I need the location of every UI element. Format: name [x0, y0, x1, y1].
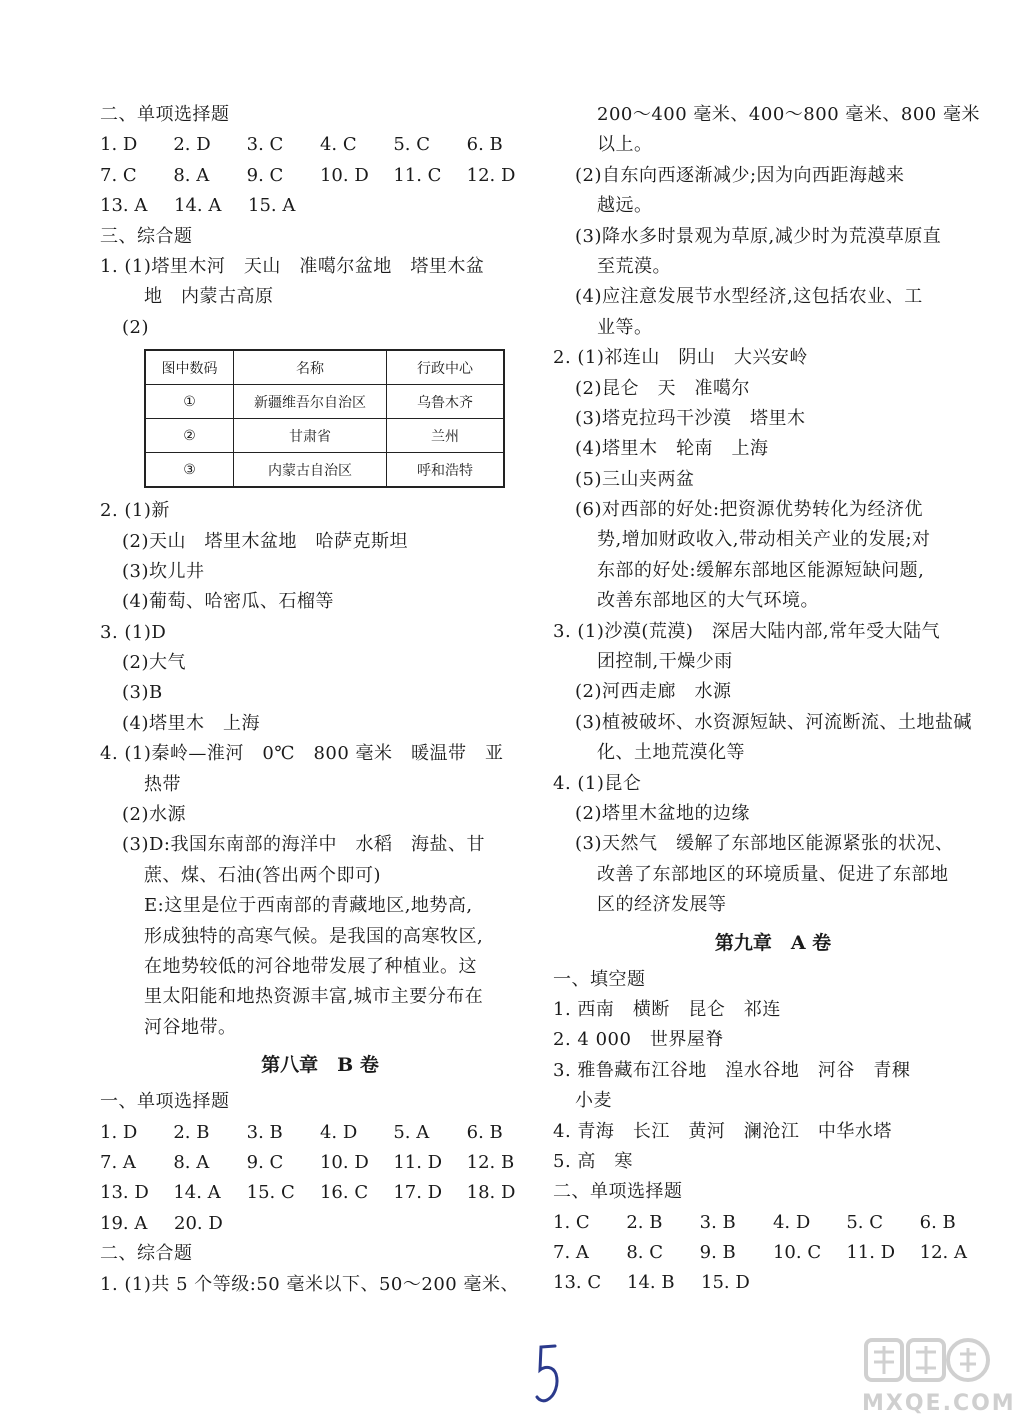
answer-continuation: 东部的好处:缓解东部地区能源短缺问题,: [597, 559, 925, 581]
choice-answer: 1. C: [553, 1211, 590, 1233]
answer-subline: (3)D:我国东南部的海洋中 水稻 海盐、甘: [122, 834, 485, 856]
chapter-title: 第八章 B 卷: [261, 1054, 379, 1077]
choice-answer: 7. C: [100, 164, 137, 186]
table-cell: 乌鲁木齐: [387, 385, 505, 419]
choice-answer: 9. C: [246, 1151, 284, 1173]
choice-answer: 9. B: [699, 1242, 736, 1264]
choice-answer: 8. C: [626, 1242, 663, 1264]
table-cell: ①: [145, 385, 234, 419]
answer-continuation: 改善了东部地区的环境质量、促进了东部地: [597, 863, 949, 885]
answer-continuation: 河谷地带。: [144, 1016, 237, 1038]
choice-answer: 6. B: [919, 1211, 956, 1233]
table-cell: 呼和浩特: [387, 453, 505, 488]
choice-answer: 5. C: [846, 1211, 883, 1233]
answer-subline: (2)大气: [122, 652, 186, 674]
table-cell: 内蒙古自治区: [234, 453, 387, 488]
answer-subline: (2)天山 塔里木盆地 哈萨克斯坦: [122, 530, 408, 552]
table-cell: ③: [145, 453, 234, 488]
choice-answer: 3. C: [246, 134, 284, 156]
choice-answer: 8. A: [173, 164, 210, 186]
table-header-cell: 行政中心: [387, 350, 505, 385]
choice-answer: 10. D: [319, 164, 369, 186]
answer-continuation: 业等。: [597, 316, 653, 338]
choice-answer: 4. D: [319, 1121, 358, 1143]
choice-answer: 8. A: [173, 1151, 210, 1173]
answer-subline: (4)塔里木 轮南 上海: [575, 438, 769, 460]
answer-line: 4. 青海 长江 黄河 澜沧江 中华水塔: [553, 1120, 892, 1142]
choice-answer: 3. B: [246, 1121, 283, 1143]
answer-continuation: 团控制,干燥少雨: [597, 651, 733, 673]
answer-line: 4. (1)秦岭—淮河 0℃ 800 毫米 暖温带 亚: [100, 743, 504, 765]
choice-answer-row: [100, 191, 540, 221]
answer-continuation: 以上。: [597, 134, 653, 156]
choice-answer: 15. A: [248, 195, 296, 217]
choice-answer: 17. D: [393, 1182, 443, 1204]
choice-answer: 2. B: [173, 1121, 210, 1143]
table-row: [145, 419, 504, 453]
choice-answer: 19. A: [100, 1212, 148, 1234]
right-column: [553, 100, 993, 1299]
choice-answer: 13. A: [100, 195, 148, 217]
choice-answer: 1. D: [100, 134, 138, 156]
choice-answer: 10. C: [772, 1242, 822, 1264]
answer-line: 5. 高 寒: [553, 1150, 633, 1172]
answer-line: 2. (1)祁连山 阴山 大兴安岭: [553, 347, 808, 369]
answer-subline: (4)葡萄、哈密瓜、石榴等: [122, 591, 334, 613]
table-row: [145, 453, 504, 488]
answer-continuation: 改善东部地区的大气环境。: [597, 590, 819, 612]
choice-answer-row: [100, 1209, 540, 1239]
watermark: [862, 1334, 1016, 1416]
answer-continuation: 至荒漠。: [597, 255, 671, 277]
choice-answer: 15. C: [246, 1182, 295, 1204]
answer-continuation: 化、土地荒漠化等: [597, 742, 745, 764]
answer-line: 3. (1)沙漠(荒漠) 深居大陆内部,常年受大陆气: [553, 620, 941, 642]
choice-answer: 11. D: [393, 1151, 443, 1173]
answer-continuation: 蔗、煤、石油(答出两个即可): [144, 864, 382, 886]
choice-answer: 2. D: [173, 134, 211, 156]
answer-subline: (3)天然气 缓解了东部地区能源紧张的状况、: [575, 833, 954, 855]
choice-answer: 12. A: [919, 1242, 967, 1264]
choice-answer: 3. B: [699, 1211, 736, 1233]
section-heading: 一、填空题: [553, 968, 646, 990]
choice-answer: 4. C: [319, 134, 357, 156]
table-row: [145, 385, 504, 419]
chapter-title: 第九章 A 卷: [714, 931, 832, 954]
answer-subline: (2)塔里木盆地的边缘: [575, 802, 750, 824]
answer-subline: (3)降水多时景观为草原,减少时为荒漠草原直: [575, 225, 942, 247]
table-header-cell: 图中数码: [145, 350, 234, 385]
choice-answer: 12. B: [466, 1151, 515, 1173]
choice-answer-row: [100, 130, 540, 160]
section-heading: 三、综合题: [100, 225, 193, 247]
answer-line: 1. (1)塔里木河 天山 准噶尔盆地 塔里木盆: [100, 255, 485, 277]
choice-answer: 5. A: [393, 1121, 430, 1143]
answer-line: 3. 雅鲁藏布江谷地 湟水谷地 河谷 青稞: [553, 1059, 911, 1081]
province-table: [144, 349, 505, 488]
watermark-text: MXQE.COM: [862, 1391, 1016, 1416]
table-cell: 新疆维吾尔自治区: [234, 385, 387, 419]
choice-answer: 20. D: [174, 1212, 223, 1234]
section-heading: 二、单项选择题: [100, 104, 230, 125]
answer-line: 2. (1)新: [100, 500, 170, 522]
choice-answer: 5. C: [393, 134, 430, 156]
choice-answer: 18. D: [466, 1182, 516, 1204]
choice-answer: 14. B: [627, 1272, 675, 1294]
answer-continuation: 热带: [144, 773, 181, 795]
choice-answer: 9. C: [246, 164, 284, 186]
choice-answer-row: [553, 1238, 993, 1268]
choice-answer: 16. C: [319, 1182, 369, 1204]
answer-subline: (4)塔里木 上海: [122, 712, 260, 734]
answer-line: 4. (1)昆仑: [553, 772, 642, 794]
answer-subline: (5)三山夹两盆: [575, 468, 695, 490]
section-heading: 二、综合题: [100, 1243, 193, 1265]
table-header-cell: 名称: [234, 350, 387, 385]
choice-answer-row: [100, 1118, 540, 1148]
choice-answer: 6. B: [466, 1121, 503, 1143]
table-header-row: [145, 350, 504, 385]
answer-continuation: 势,增加财政收入,带动相关产业的发展;对: [597, 529, 931, 551]
answer-continuation: 里太阳能和地热资源丰富,城市主要分布在: [144, 986, 484, 1008]
answer-subline: (3)塔克拉玛干沙漠 塔里木: [575, 407, 806, 429]
choice-answer-row: [553, 1268, 993, 1298]
answer-subline: 小麦: [575, 1090, 612, 1112]
answer-subline: (2)自东向西逐渐减少;因为向西距海越来: [575, 164, 905, 186]
choice-answer-row: [100, 161, 540, 191]
answer-continuation: 形成独特的高寒气候。是我国的高寒牧区,: [144, 925, 484, 947]
choice-answer: 15. D: [701, 1272, 750, 1294]
choice-answer: 2. B: [626, 1211, 663, 1233]
choice-answer: 12. D: [466, 164, 516, 186]
left-column: [100, 100, 540, 1300]
section-heading: 二、单项选择题: [553, 1181, 683, 1203]
page-number: [533, 1340, 563, 1410]
choice-answer: 13. D: [100, 1182, 149, 1204]
choice-answer: 10. D: [319, 1151, 369, 1173]
choice-answer: 14. A: [173, 1182, 221, 1204]
answer-continuation: E:这里是位于西南部的青藏地区,地势高,: [144, 895, 473, 917]
table-cell: ②: [145, 419, 234, 453]
answer-subline: (2)昆仑 天 准噶尔: [575, 377, 750, 399]
answer-continuation: 越远。: [597, 195, 653, 217]
answer-subline: (3)坎儿井: [122, 560, 205, 582]
answer-line: 3. (1)D: [100, 621, 167, 643]
answer-subline: (3)植被破坏、水资源短缺、河流断流、土地盐碱: [575, 711, 972, 733]
answer-subline: (2)河西走廊 水源: [575, 681, 732, 703]
watermark-logo-icon: [862, 1334, 992, 1394]
choice-answer: 13. C: [553, 1272, 602, 1294]
table-cell: 甘肃省: [234, 419, 387, 453]
choice-answer: 7. A: [100, 1151, 136, 1173]
answer-subline: (4)应注意发展节水型经济,这包括农业、工: [575, 286, 923, 308]
answer-subline: (2): [122, 316, 149, 338]
choice-answer-row: [100, 1178, 540, 1208]
answer-continuation: 区的经济发展等: [597, 894, 727, 916]
answer-subline: (2)水源: [122, 804, 186, 826]
answer-continuation: 在地势较低的河谷地带发展了种植业。这: [144, 955, 477, 977]
choice-answer-row: [553, 1208, 993, 1238]
choice-answer: 11. C: [393, 164, 442, 186]
choice-answer: 14. A: [174, 195, 222, 217]
section-heading: 一、单项选择题: [100, 1091, 230, 1113]
choice-answer: 7. A: [553, 1242, 589, 1264]
answer-line: 1. (1)共 5 个等级:50 毫米以下、50～200 毫米、: [100, 1273, 519, 1295]
answer-continuation: 200～400 毫米、400～800 毫米、800 毫米: [597, 104, 980, 125]
answer-continuation: 地 内蒙古高原: [144, 286, 274, 308]
choice-answer: 11. D: [846, 1242, 896, 1264]
table-cell: 兰州: [387, 419, 505, 453]
answer-line: 1. 西南 横断 昆仑 祁连: [553, 998, 781, 1020]
answer-line: 2. 4 000 世界屋脊: [553, 1029, 724, 1051]
choice-answer: 6. B: [466, 134, 503, 156]
answer-subline: (3)B: [122, 682, 163, 704]
choice-answer: 1. D: [100, 1121, 138, 1143]
answer-subline: (6)对西部的好处:把资源优势转化为经济优: [575, 499, 924, 521]
choice-answer: 4. D: [772, 1211, 811, 1233]
choice-answer-row: [100, 1148, 540, 1178]
